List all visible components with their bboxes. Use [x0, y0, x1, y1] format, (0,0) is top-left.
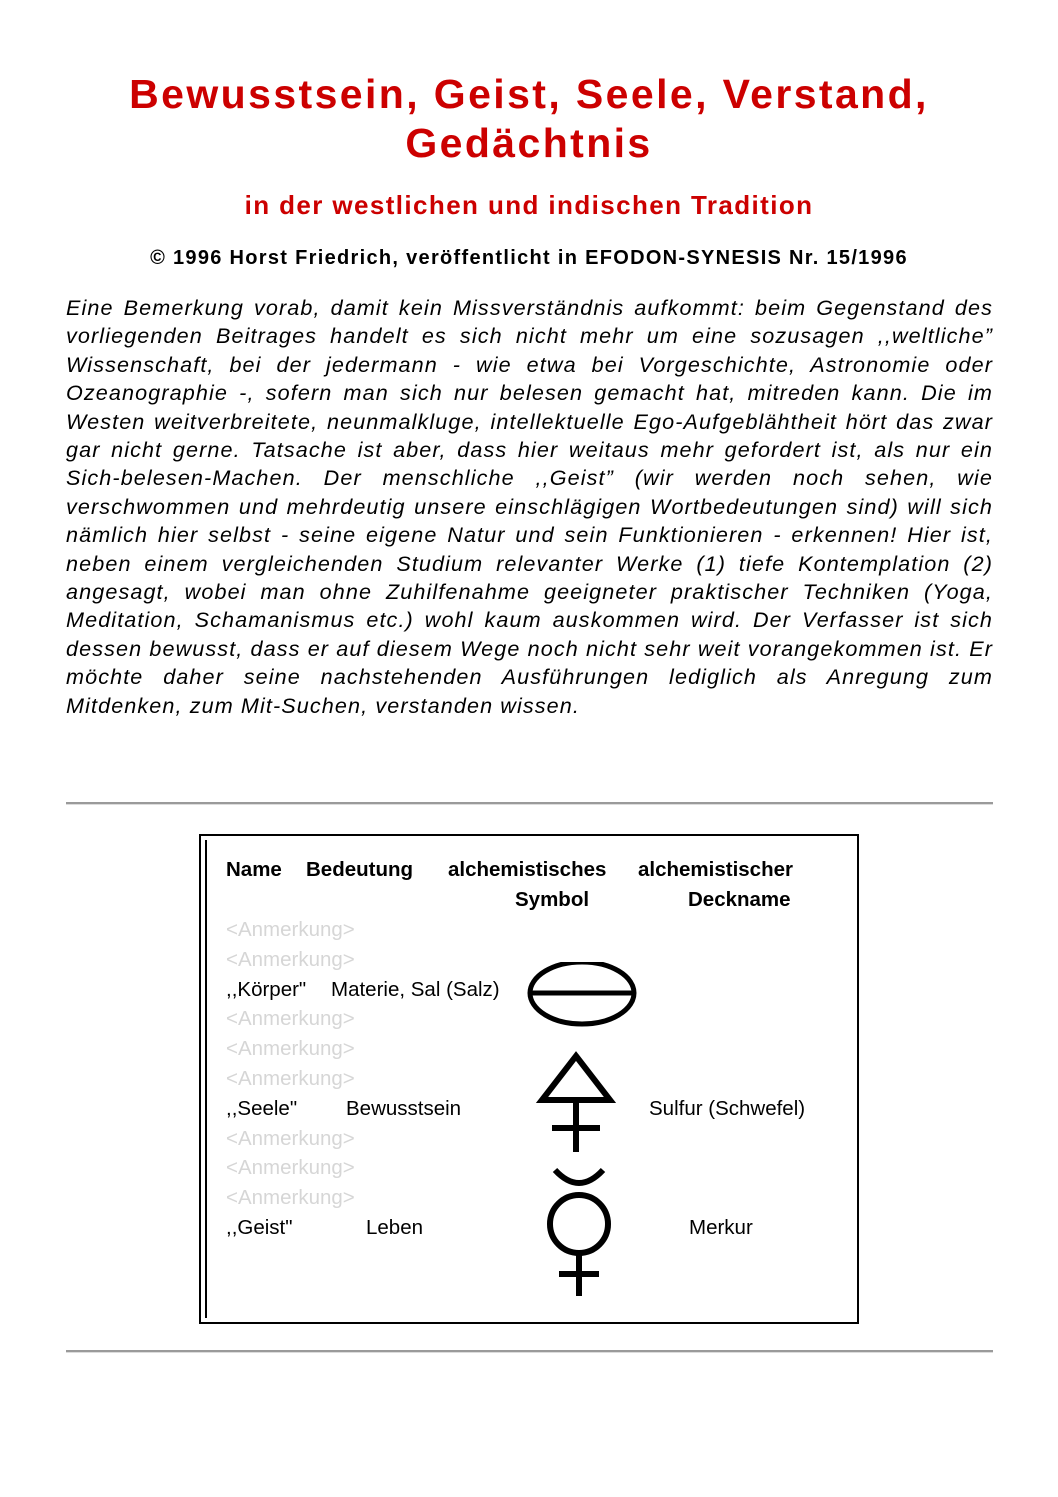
header-deckname-line2: Deckname [688, 888, 791, 911]
header-symbol-line2: Symbol [515, 888, 590, 911]
row-name-geist: ,,Geist" [226, 1216, 293, 1239]
page-title: Bewusstsein, Geist, Seele, Verstand, Gedächtnis [129, 71, 929, 166]
alchemy-table-figure [199, 834, 859, 1324]
row-deckname-seele: Sulfur (Schwefel) [649, 1097, 806, 1120]
mercury-symbol-icon [539, 1166, 621, 1300]
row-meaning-seele: Bewusstsein [346, 1097, 462, 1120]
sulfur-symbol-icon [534, 1050, 618, 1156]
header-bedeutung: Bedeutung [306, 858, 414, 881]
row-name-seele: ,,Seele" [226, 1097, 298, 1120]
header-symbol: alchemistisches [448, 858, 607, 881]
page-subtitle: in der westlichen und indischen Tradition [244, 190, 814, 220]
horizontal-rule [66, 802, 993, 805]
header-name: Name [226, 858, 282, 881]
annotation-placeholder: <Anmerkung> [226, 1186, 355, 1209]
annotation-placeholder: <Anmerkung> [226, 948, 355, 971]
annotation-placeholder: <Anmerkung> [226, 1127, 355, 1150]
salt-symbol-icon [527, 962, 637, 1032]
annotation-placeholder: <Anmerkung> [226, 1156, 355, 1179]
annotation-placeholder: <Anmerkung> [226, 1037, 355, 1060]
figure-inner-border [205, 840, 207, 1318]
horizontal-rule [66, 1350, 993, 1353]
copyright-line: © 1996 Horst Friedrich, veröffentlicht in EFODON-SYNESIS Nr. 15/1996 [150, 247, 908, 269]
row-meaning-geist: Leben [366, 1216, 424, 1239]
header-deckname: alchemistischer [638, 858, 793, 881]
annotation-placeholder: <Anmerkung> [226, 918, 355, 941]
intro-paragraph: Eine Bemerkung vorab, damit kein Missverständnis aufkommt: beim Gegenstand des vorliegenden Beitrages handelt es sich nicht mehr um eine sozusagen ,,weltliche” Wissenschaft, bei der jedermann - wie etwa bei Vorgeschichte, Astronomie oder Ozeanographie -, sofern man sich nur belesen gemacht hat, mitreden kann. Die im Westen weitverbreitete, neunmalkluge, intellektuelle Ego-Aufgeblähtheit hört das zwar gar nicht gerne. Tatsache ist aber, dass hier weitaus mehr gefordert ist, als nur ein Sich-belesen-Machen. Der menschliche ,,Geist” (wir werden noch sehen, wie verschwommen und mehrdeutig unsere einschlägigen Wortbedeutungen sind) will sich nämlich hier selbst - seine eigene Natur und sein Funktionieren - erkennen! Hier ist, neben einem vergleichenden Studium relevanter Werke (1) tiefe Kontemplation (2) angesagt, wobei man ohne Zuhilfenahme geeigneter praktischer Techniken (Yoga, Meditation, Schamanismus etc.) wohl kaum auskommen wird. Der Verfasser ist sich dessen bewusst, dass er auf diesem Wege noch nicht sehr weit vorangekommen ist. Er möchte daher seine nachstehenden Ausführungen lediglich als Anregung zum Mitdenken, zum Mit-Suchen, verstanden wissen. [66, 295, 993, 718]
row-meaning-koerper: Materie, Sal (Salz) [331, 978, 500, 1001]
annotation-placeholder: <Anmerkung> [226, 1067, 355, 1090]
row-deckname-geist: Merkur [689, 1216, 753, 1239]
annotation-placeholder: <Anmerkung> [226, 1007, 355, 1030]
row-name-koerper: ,,Körper" [226, 978, 307, 1001]
